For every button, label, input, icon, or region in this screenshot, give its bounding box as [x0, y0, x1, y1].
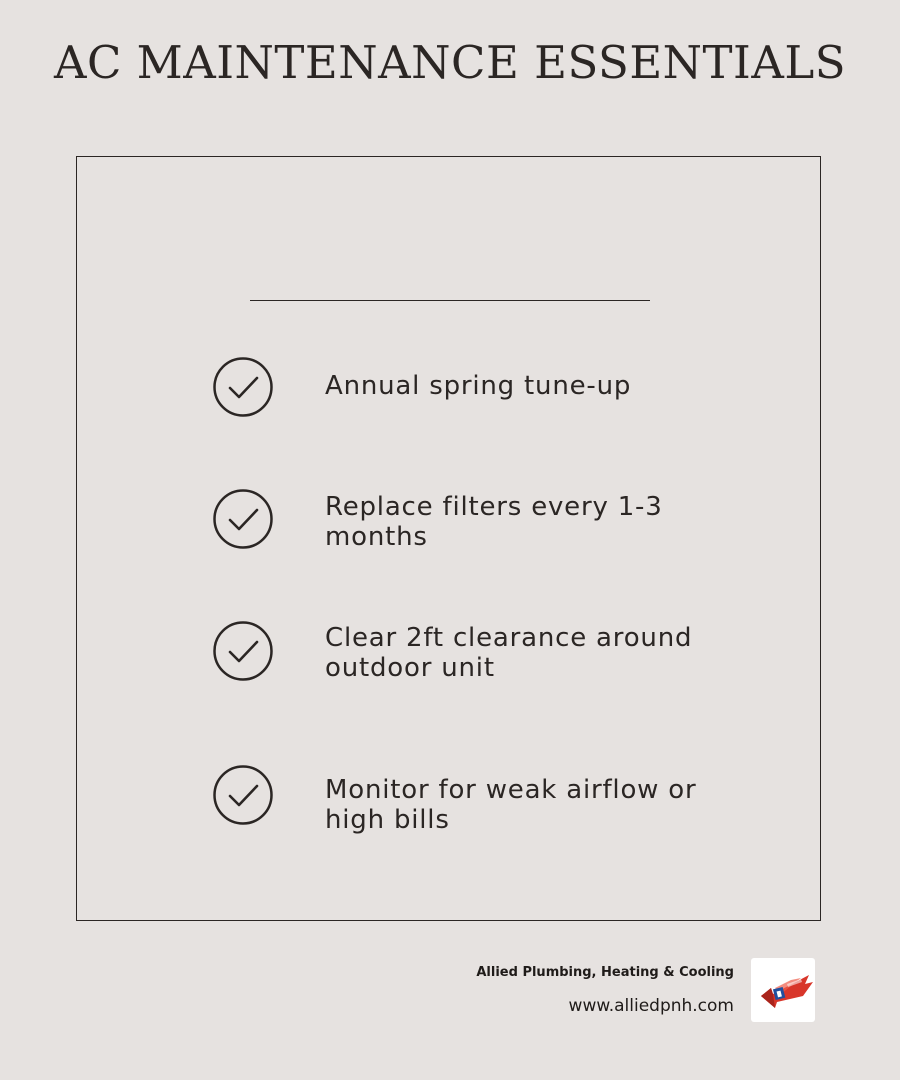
checklist-item [212, 488, 732, 550]
check-circle-icon [212, 620, 274, 682]
allied-logo-graphic [751, 958, 815, 1022]
checklist-item-label: Monitor for weak airflow or high bills [325, 775, 697, 835]
checklist-item-label: Clear 2ft clearance around outdoor unit [325, 623, 693, 683]
page-title: AC MAINTENANCE ESSENTIALS [53, 36, 847, 89]
check-circle-icon [212, 488, 274, 550]
checklist-item [212, 356, 732, 418]
checklist-item [212, 620, 732, 682]
allied-logo-icon [751, 958, 815, 1022]
checklist-item [212, 764, 732, 835]
company-name: Allied Plumbing, Heating & Cooling [476, 965, 734, 980]
divider-line [250, 300, 650, 301]
checklist-item-label: Annual spring tune-up [325, 371, 632, 401]
check-circle-icon [212, 764, 274, 826]
checklist-item-label: Replace filters every 1-3 months [325, 492, 663, 552]
website-link[interactable]: www.alliedpnh.com [568, 996, 734, 1016]
check-circle-icon [212, 356, 274, 418]
